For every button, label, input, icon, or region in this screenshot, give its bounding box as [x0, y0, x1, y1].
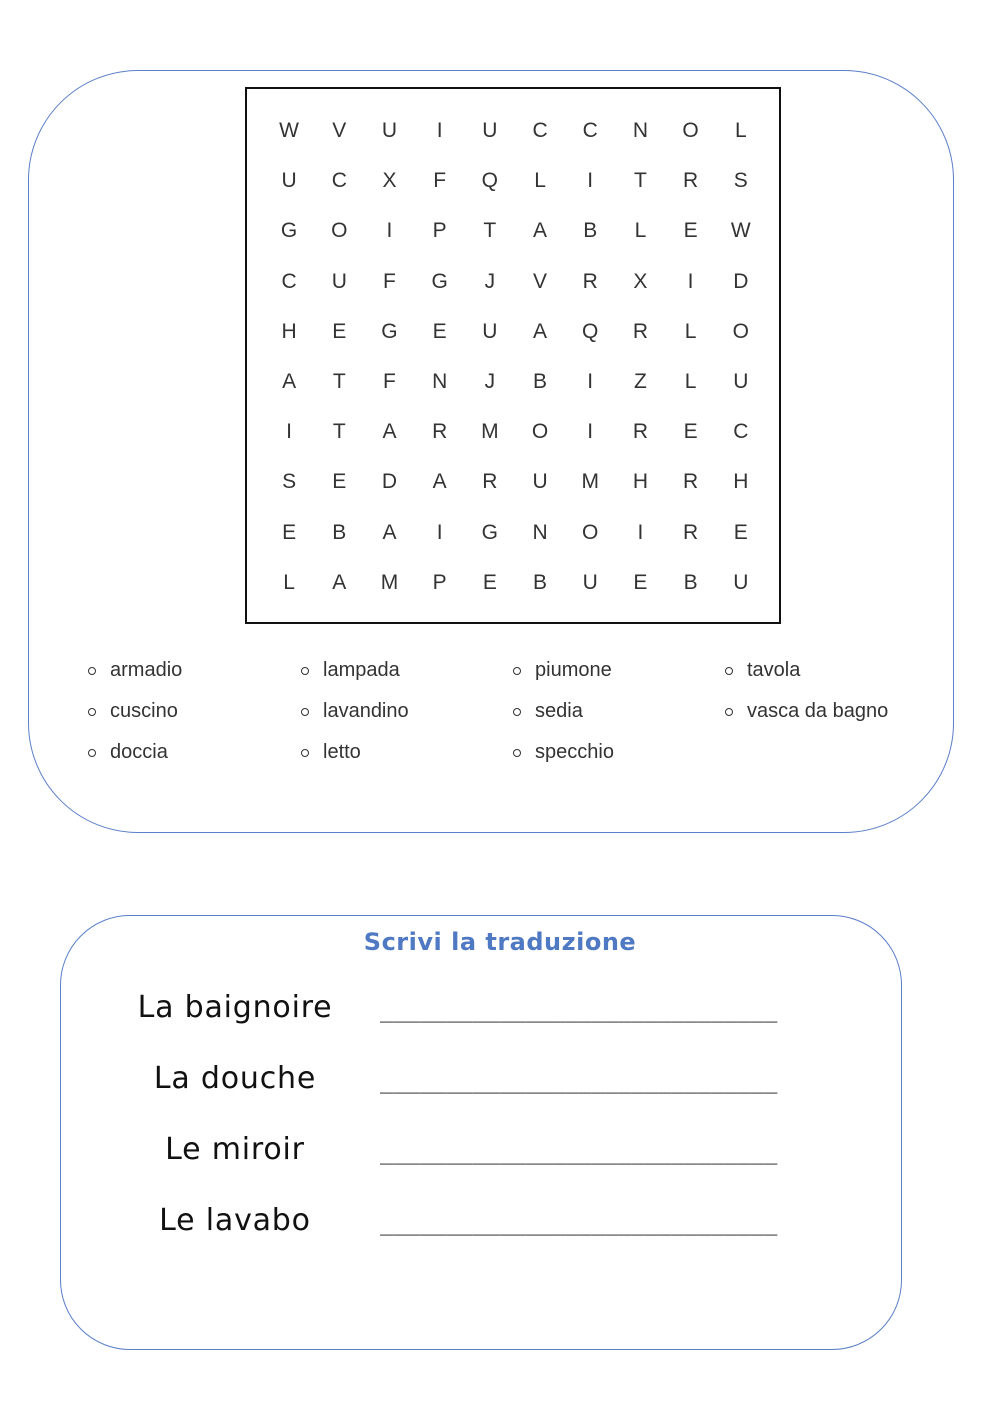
grid-letter: F [383, 269, 396, 293]
word-list-item [88, 691, 182, 732]
grid-letter: J [484, 370, 496, 394]
grid-letter: B [583, 219, 598, 243]
grid-letter: Z [633, 370, 647, 394]
word-list-item [301, 691, 409, 732]
bullet-icon [88, 667, 96, 675]
grid-letter: O [531, 420, 549, 444]
translation-row [0, 1132, 1000, 1182]
french-word: Le lavabo [159, 1203, 311, 1238]
grid-letter: C [331, 169, 347, 193]
translation-row [0, 1061, 1000, 1111]
word-label: piumone [535, 659, 612, 681]
grid-letter: N [632, 119, 648, 143]
bullet-icon [88, 708, 96, 716]
word-list-item [513, 732, 614, 773]
word-list-item [513, 650, 614, 691]
grid-letter: I [436, 520, 443, 544]
word-list-item [88, 650, 182, 691]
grid-letter: G [280, 219, 298, 243]
grid-letter: S [282, 470, 297, 494]
grid-letter: V [533, 269, 548, 293]
grid-letter: A [282, 370, 297, 394]
word-list-item [88, 732, 182, 773]
word-label: lavandino [323, 700, 409, 722]
word-search-grid [245, 87, 781, 624]
grid-letter: L [684, 370, 697, 394]
french-word: La douche [153, 1061, 317, 1096]
word-list-item [513, 691, 614, 732]
bullet-icon [513, 749, 521, 757]
grid-letter: R [482, 470, 498, 494]
grid-letter: F [383, 370, 396, 394]
grid-letter: O [732, 319, 749, 343]
grid-letter: O [682, 119, 699, 143]
grid-letter: X [382, 169, 397, 193]
grid-letter: I [587, 169, 594, 193]
grid-letter: P [432, 570, 447, 594]
grid-letter: A [533, 319, 548, 343]
grid-letter: I [587, 420, 594, 444]
grid-letter: N [532, 520, 548, 544]
grid-letter: E [733, 520, 748, 544]
grid-letter: U [331, 269, 347, 293]
word-list-column [301, 650, 409, 773]
grid-letter: R [683, 520, 699, 544]
word-list-item [725, 691, 888, 732]
word-list-item [725, 650, 888, 691]
french-word: Le miroir [165, 1132, 305, 1167]
grid-letter: A [332, 570, 347, 594]
grid-letter: S [733, 169, 748, 193]
bullet-icon [725, 708, 733, 716]
grid-letter: R [683, 169, 699, 193]
grid-letter: X [633, 269, 648, 293]
grid-letter: U [381, 119, 398, 143]
grid-letter: U [482, 319, 498, 343]
grid-letter: F [433, 169, 447, 193]
grid-letter: R [432, 420, 448, 444]
grid-letter: R [632, 319, 648, 343]
word-label: sedia [535, 700, 583, 722]
grid-letter: N [432, 370, 448, 394]
grid-letter: I [637, 520, 644, 544]
bullet-icon [301, 708, 309, 716]
answer-line[interactable]: ______________________________ [380, 1069, 778, 1094]
grid-letter: O [582, 520, 599, 544]
word-label: letto [323, 741, 361, 763]
grid-letter: E [432, 319, 447, 343]
grid-letter: E [332, 319, 347, 343]
bullet-icon [725, 667, 733, 675]
grid-letter: B [683, 570, 698, 594]
grid-letter: M [481, 420, 499, 444]
grid-letter: E [683, 420, 698, 444]
grid-letter: W [279, 119, 299, 143]
grid-letter: V [332, 119, 347, 143]
grid-letter: C [733, 420, 749, 444]
grid-letter: U [582, 570, 598, 594]
grid-letter: E [683, 219, 698, 243]
word-label: doccia [110, 741, 168, 763]
word-list-column [88, 650, 182, 773]
word-list-column [513, 650, 614, 773]
grid-letter: H [632, 470, 648, 494]
bullet-icon [513, 708, 521, 716]
grid-letter: T [332, 420, 346, 444]
grid-letter: E [282, 520, 297, 544]
grid-letter: H [281, 319, 297, 343]
grid-letter: I [687, 269, 694, 293]
translation-row [0, 990, 1000, 1040]
bullet-icon [301, 667, 309, 675]
grid-letter: G [481, 520, 499, 544]
word-label: armadio [110, 659, 183, 681]
grid-letter: B [533, 570, 548, 594]
grid-letter: I [286, 420, 293, 444]
grid-letter: L [534, 169, 546, 193]
grid-letter: Q [582, 319, 599, 343]
grid-letter: M [581, 470, 599, 494]
word-label: tavola [747, 659, 801, 681]
grid-letter: C [582, 119, 598, 143]
grid-letter: U [482, 119, 498, 143]
grid-letter: M [380, 570, 399, 594]
word-list-item [301, 732, 409, 773]
bullet-icon [513, 667, 521, 675]
grid-letter: P [432, 219, 447, 243]
grid-letter: I [587, 370, 594, 394]
grid-letter: J [484, 269, 496, 293]
grid-letter: A [382, 420, 397, 444]
grid-letter: A [432, 470, 447, 494]
grid-letter: U [733, 570, 749, 594]
grid-letter: E [633, 570, 648, 594]
grid-letter: C [281, 269, 297, 293]
grid-letter: L [283, 570, 295, 594]
grid-letter: T [483, 219, 497, 243]
grid-letters [264, 106, 766, 608]
grid-letter: Q [481, 169, 499, 193]
grid-letter: L [634, 219, 647, 243]
grid-letter: E [332, 470, 347, 494]
answer-line[interactable]: ______________________________ [380, 998, 778, 1023]
grid-letter: B [533, 370, 548, 394]
grid-letter: W [730, 219, 751, 243]
grid-letter: A [533, 219, 548, 243]
grid-letter: I [436, 119, 443, 143]
grid-letter: T [633, 169, 647, 193]
grid-letter: L [684, 319, 697, 343]
translation-title: Scrivi la traduzione [363, 928, 637, 956]
word-label: cuscino [110, 700, 178, 722]
grid-letter: E [482, 570, 497, 594]
grid-letter: C [532, 119, 548, 143]
grid-letter: R [683, 470, 699, 494]
word-label: specchio [535, 741, 614, 763]
french-word: La baignoire [137, 990, 333, 1025]
grid-letter: R [582, 269, 598, 293]
grid-letter: U [281, 169, 297, 193]
grid-letter: H [733, 470, 749, 494]
grid-letter: B [332, 520, 347, 544]
grid-letter: G [431, 269, 448, 293]
grid-letter: A [382, 520, 397, 544]
bullet-icon [301, 749, 309, 757]
grid-letter: O [331, 219, 348, 243]
grid-letter: R [632, 420, 648, 444]
translation-row [0, 1203, 1000, 1253]
grid-letter: D [733, 269, 749, 293]
grid-letter: I [386, 219, 393, 243]
answer-line[interactable]: ______________________________ [380, 1140, 778, 1165]
word-list-column [725, 650, 888, 732]
grid-letter: D [381, 470, 398, 494]
grid-letter: G [381, 319, 398, 343]
grid-letter: L [734, 119, 747, 143]
word-label: lampada [323, 659, 400, 681]
grid-letter: U [733, 370, 749, 394]
grid-letter: T [332, 370, 346, 394]
bullet-icon [88, 749, 96, 757]
word-label: vasca da bagno [747, 700, 889, 722]
word-list-item [301, 650, 409, 691]
answer-line[interactable]: ______________________________ [380, 1211, 778, 1236]
grid-letter: U [532, 470, 548, 494]
